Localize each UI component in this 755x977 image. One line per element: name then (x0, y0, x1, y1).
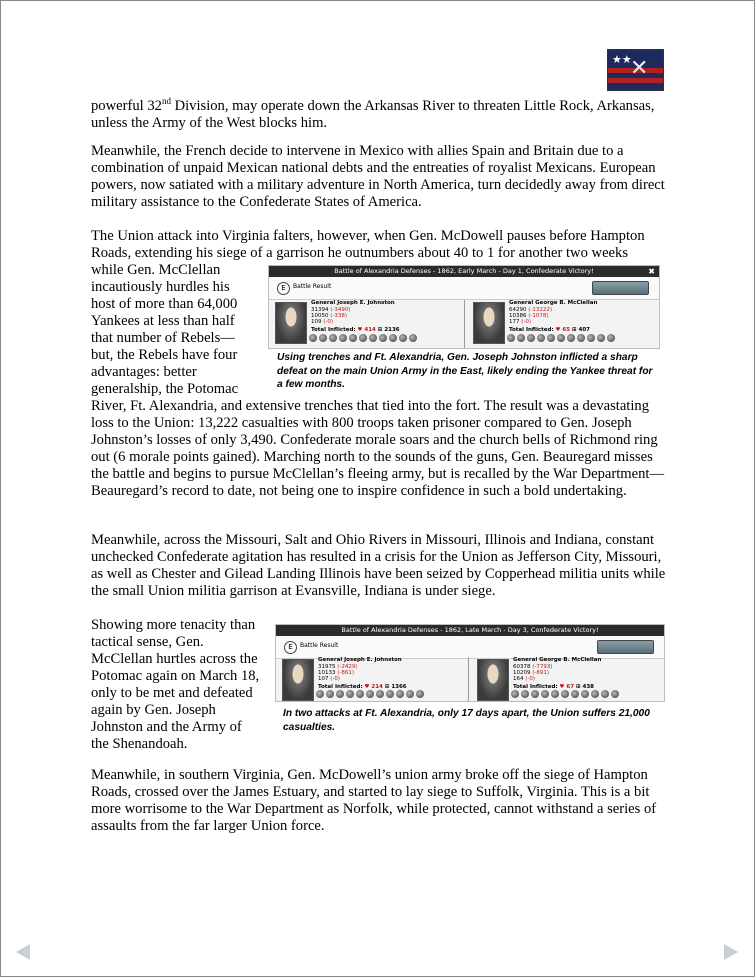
text-line: that number of Rebels— (91, 330, 235, 346)
stat-line: 164 (-0) (513, 676, 536, 682)
stat-line: 10386 (-1078) (509, 313, 549, 319)
total-inflicted: Total Inflicted: ♥ 414 ⊞ 2136 (311, 327, 400, 333)
general-portrait (282, 659, 314, 701)
text: The Union attack into Virginia falters, however, when Gen. McDowell pauses before Hampton Roads, extending his siege of a garrison he outnumbers about 40 to 1 for another two weeks (91, 228, 645, 261)
star-icon: ★★ (612, 53, 632, 66)
text-line: Showing more tenacity than (91, 617, 256, 633)
continue-button (597, 640, 654, 654)
figure-caption: In two attacks at Ft. Alexandria, only 17 days apart, the Union suffers 21,000 casualties. (283, 708, 650, 733)
text: Division, may operate down the Arkansas River to threaten Little Rock, Arkansas, unless the Army of the West blocks him. (91, 97, 655, 131)
stat-line: 64290 (-13222) (509, 307, 553, 313)
figure-caption: Using trenches and Ft. Alexandria, Gen. Joseph Johnston inflicted a sharp defeat on the main Union Army in the East, likely ending the Yankee threat for a few months. (277, 352, 653, 390)
arrow-right-icon[interactable] (724, 944, 738, 960)
battle-title: Battle of Alexandria Defenses - 1862, Early March - Day 1, Confederate Victory! (334, 267, 594, 275)
general-name: General George B. McClellan (509, 300, 598, 306)
stat-line: 10209 (-891) (513, 670, 550, 676)
divider (464, 300, 465, 348)
stat-line: 10050 (-338) (311, 313, 348, 319)
text: River, Ft. Alexandria, and extensive trenches that tied into the fort. The result was a devastating loss to the Union: 13,222 casualties with 800 troops taken prisoner compared to Gen. Joseph Johnston’s losses of only 3,490. Confederate morale soars and the church bells of Richmond ring out (6 morale points gained). Marching north to the sounds of the guns, Gen. Beauregard misses the battle and begins to pursue McClellan’s fleeing army, but is recalled by the War Department—Beauregard’s record to date, not being one to inspire confidence in such a bold undertaking. (91, 398, 665, 499)
paragraph-wrap (91, 262, 271, 398)
text-line: Potomac again on March 18, (91, 668, 260, 684)
paragraph (91, 398, 666, 500)
unit-icons (316, 690, 426, 700)
e-badge-icon: E (277, 282, 290, 295)
text-line: incautiously hurdles his (91, 279, 230, 295)
text-line: while Gen. McClellan (91, 262, 221, 278)
general-portrait (473, 302, 505, 344)
text-line: advantages: better (91, 364, 197, 380)
stat-line: 31394 (-3490) (311, 307, 351, 313)
text: powerful 32 (91, 97, 162, 114)
stat-line: 107 (-0) (318, 676, 341, 682)
text: Meanwhile, the French decide to intervene in Mexico with allies Spain and Britain due to a combination of unpaid Mexican national debts and the entreaties of royalist Mexicans. European powers, now satiated with a military adventure in North America, turn decidedly away from direct military assistance to the Confederate States of America. (91, 143, 665, 210)
arrow-left-icon[interactable] (16, 944, 30, 960)
battle-result-label: Battle Result (300, 642, 339, 649)
stat-line: 177 (-0) (509, 319, 532, 325)
total-inflicted: Total Inflicted: ♥ 214 ⊞ 1366 (318, 684, 407, 690)
text-line: but, the Rebels have four (91, 347, 238, 363)
confederate-side (276, 657, 468, 703)
text: Meanwhile, in southern Virginia, Gen. McDowell’s union army broke off the siege of Hampton Roads, crossed over the James Estuary, and started to lay siege to Suffolk, Virginia. This is a bit more worrisome to the War Department as Norfolk, while protected, cannot withstand a series of assaults from the far larger Union force. (91, 767, 657, 834)
cw-flag-logo (607, 49, 664, 91)
battle-title-bar (276, 625, 664, 636)
battle-result-row (269, 277, 659, 300)
paragraph (91, 93, 666, 132)
total-inflicted: Total Inflicted: ♥ 65 ⊞ 407 (509, 327, 590, 333)
battle-result-screenshot (275, 624, 665, 702)
paragraph (91, 228, 666, 262)
unit-icons (507, 334, 617, 344)
e-badge-icon: E (284, 641, 297, 654)
general-name: General George B. McClellan (513, 657, 602, 663)
total-inflicted: Total Inflicted: ♥ 67 ⊞ 438 (513, 684, 594, 690)
paragraph (91, 143, 666, 211)
stat-line: 60378 (-7793) (513, 664, 553, 670)
battle-result-row (276, 636, 664, 659)
divider (468, 657, 469, 701)
battle-title: Battle of Alexandria Defenses - 1862, Late March - Day 3, Confederate Victory! (341, 626, 599, 634)
stat-line: 109 (-0) (311, 319, 334, 325)
general-name: General Joseph E. Johnston (311, 300, 395, 306)
text-line: McClellan hurtles across the (91, 651, 258, 667)
battle-title-bar (269, 266, 659, 277)
text-line: host of more than 64,000 (91, 296, 238, 312)
stat-line: 10133 (-861) (318, 670, 355, 676)
general-portrait (477, 659, 509, 701)
text-line: again by Gen. Joseph (91, 702, 216, 718)
stat-line: 31975 (-2429) (318, 664, 358, 670)
saltire-icon: ✕ (630, 56, 649, 81)
general-portrait (275, 302, 307, 344)
unit-icons (309, 334, 419, 344)
general-name: General Joseph E. Johnston (318, 657, 402, 663)
continue-button (592, 281, 649, 295)
battle-result-screenshot (268, 265, 660, 349)
paragraph-wrap (91, 617, 271, 753)
text-line: Yankees at less than half (91, 313, 235, 329)
superscript: nd (161, 96, 171, 106)
text: Meanwhile, across the Missouri, Salt and Ohio Rivers in Missouri, Illinois and Indiana, constant unchecked Confederate agitation has resulted in a crisis for the Union as Jefferson City, Missouri, as well as Chester and Gilead Landing Illinois have been seized by Copperhead militia units while the small Union militia garrison at Evansville, Indiana is under siege. (91, 532, 666, 599)
unit-icons (511, 690, 621, 700)
text-line: only to be met and defeated (91, 685, 253, 701)
close-icon: ✖ (648, 267, 655, 276)
text-line: tactical sense, Gen. (91, 634, 204, 650)
text-line: the Shenandoah. (91, 736, 188, 752)
paragraph (91, 767, 666, 835)
text-line: generalship, the Potomac (91, 381, 239, 397)
confederate-side (269, 300, 464, 346)
union-side (467, 300, 657, 346)
text-line: Johnston and the Army of (91, 719, 242, 735)
battle-result-label: Battle Result (293, 283, 332, 290)
paragraph (91, 532, 666, 600)
union-side (471, 657, 661, 703)
